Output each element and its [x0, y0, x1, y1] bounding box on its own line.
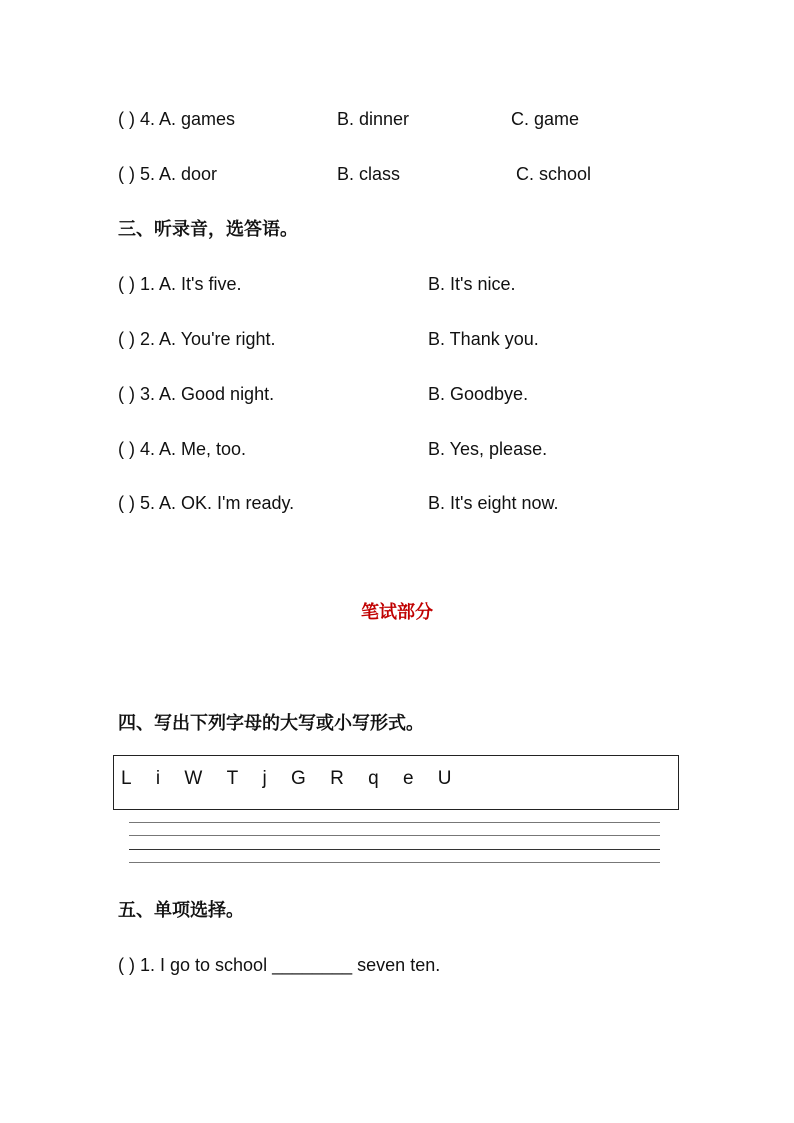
answer-option-b: B. Thank you.	[428, 329, 539, 349]
letter: G	[291, 768, 306, 789]
question-option-b: B. class	[337, 164, 401, 184]
answer-option-b: B. Goodbye.	[428, 384, 529, 404]
letter: q	[368, 768, 379, 789]
answer-option-b: B. It's eight now.	[428, 493, 559, 513]
answer-option-b: B. It's nice.	[428, 274, 516, 294]
letter: L	[121, 768, 132, 789]
letter: W	[184, 768, 203, 789]
letter: U	[437, 768, 452, 789]
section-heading: 四、写出下列字母的大写或小写形式。	[118, 713, 424, 733]
letter: i	[155, 768, 161, 789]
letters-row	[121, 768, 471, 790]
letter: T	[226, 768, 239, 789]
answer-option-a: ( ) 5. A. OK. I'm ready.	[118, 493, 295, 513]
letter: j	[262, 768, 267, 789]
question-option-c: C. game	[511, 109, 580, 129]
writing-line	[129, 862, 660, 863]
letter: R	[330, 768, 344, 789]
writing-line	[129, 822, 660, 823]
section-heading: 五、单项选择。	[118, 900, 244, 920]
question-option-b: B. dinner	[337, 109, 410, 129]
question-option-a: ( ) 5. A. door	[118, 164, 218, 184]
writing-line	[129, 849, 660, 850]
written-part-title: 笔试部分	[361, 602, 433, 622]
question-row: ( ) 1. I go to school ________ seven ten.	[118, 955, 441, 975]
writing-line	[129, 835, 660, 836]
question-option-c: C. school	[516, 164, 592, 184]
letter-box	[113, 755, 679, 810]
answer-option-a: ( ) 4. A. Me, too.	[118, 439, 247, 459]
answer-option-a: ( ) 1. A. It's five.	[118, 274, 242, 294]
answer-option-b: B. Yes, please.	[428, 439, 548, 459]
letter: e	[402, 768, 414, 789]
answer-option-a: ( ) 2. A. You're right.	[118, 329, 276, 349]
question-option-a: ( ) 4. A. games	[118, 109, 236, 129]
section-heading: 三、听录音，选答语。	[118, 219, 298, 239]
answer-option-a: ( ) 3. A. Good night.	[118, 384, 275, 404]
